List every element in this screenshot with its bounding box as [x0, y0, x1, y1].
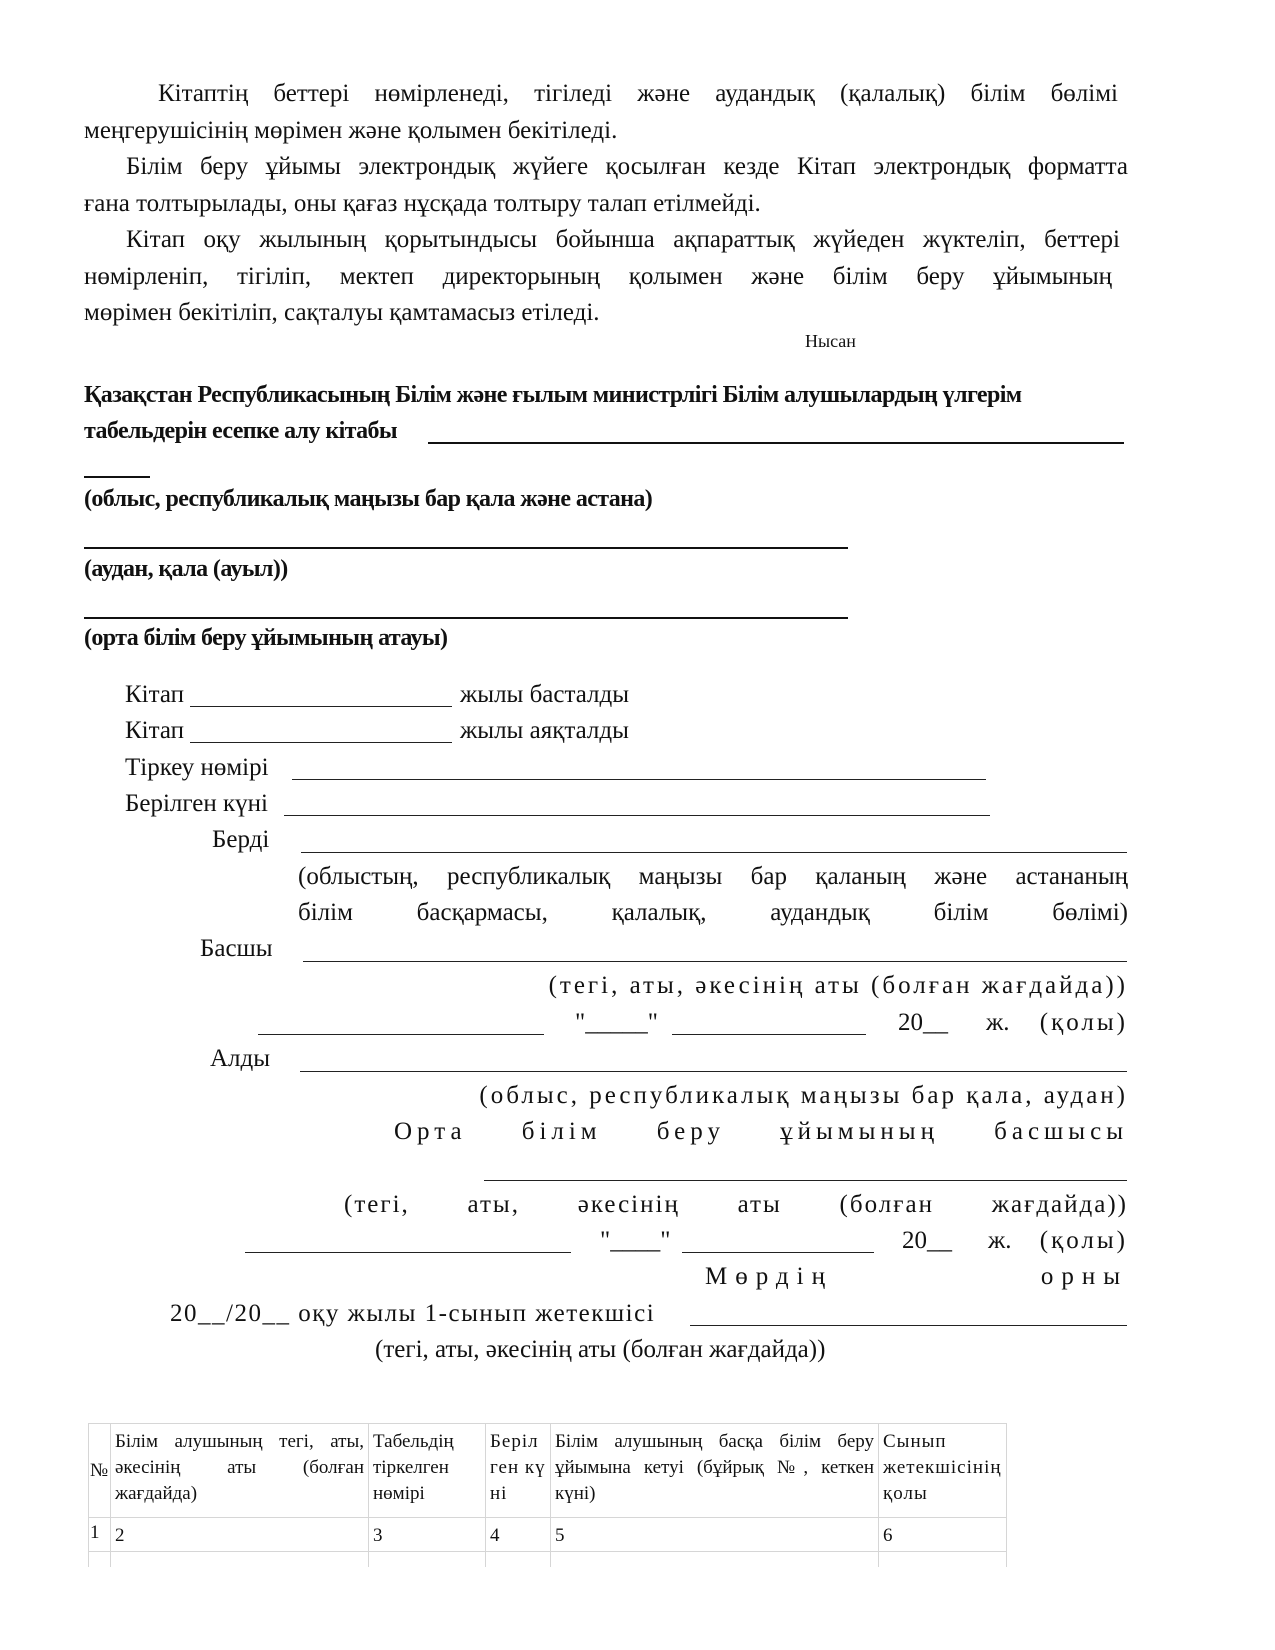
empty-cell[interactable] — [486, 1552, 551, 1568]
head-date-month-blank[interactable] — [672, 1010, 866, 1035]
school-head-date-year[interactable]: 20__ — [902, 1227, 952, 1254]
intro-paragraph-1-line-1: Кітаптің беттері нөмірленеді, тігіледі және аудандық (қалалық) білім бөлімі — [158, 80, 1118, 107]
intro-paragraph-3-line-2: нөмірленіп, тігіліп, мектеп директорының қолымен және білім беру ұйымының — [84, 263, 1112, 290]
book-title-line-2: табельдерін есепке алу кітабы — [84, 418, 398, 444]
school-head-date-month-blank[interactable] — [682, 1228, 874, 1253]
district-blank[interactable] — [84, 525, 848, 549]
head-date-day[interactable]: "_____" — [575, 1009, 658, 1036]
intro-paragraph-1-line-2: меңгерушісінің мөрімен және қолымен бекітіледі. — [84, 117, 618, 144]
region-caption: (облыс, республикалық маңызы бар қала және астана) — [84, 486, 653, 512]
issued-by-caption-line-2: білім басқармасы, қалалық, аудандық білім бөлімі) — [298, 899, 1128, 926]
class-teacher-blank[interactable] — [690, 1301, 1127, 1326]
received-blank[interactable] — [300, 1047, 1127, 1072]
issue-date-label: Берілген күні — [125, 790, 268, 817]
book-started-suffix: жылы басталды — [460, 681, 630, 708]
form-label: Нысан — [805, 331, 856, 351]
issued-by-blank[interactable] — [301, 828, 1127, 853]
book-title-blank[interactable] — [428, 420, 1124, 444]
column-number-1: 1 — [89, 1518, 111, 1552]
head-date-year[interactable]: 20__ — [898, 1009, 948, 1036]
intro-paragraph-2-line-1: Білім беру ұйымы электрондық жүйеге қосылған кезде Кітап электрондық форматта — [126, 153, 1128, 180]
column-number-5: 5 — [551, 1518, 879, 1552]
column-number-3: 3 — [369, 1518, 486, 1552]
book-started-label: Кітап — [125, 681, 184, 708]
book-started-year-blank[interactable] — [190, 682, 452, 707]
school-head-signature-caption: (қолы) — [1039, 1227, 1128, 1254]
school-head-date-year-suffix: ж. — [988, 1227, 1012, 1254]
header-number: № — [89, 1424, 111, 1518]
header-teacher-signature: Сынып жетекшісінің қолы — [879, 1424, 1007, 1518]
table-row — [89, 1552, 1007, 1568]
registration-number-label: Тіркеу нөмірі — [125, 754, 269, 781]
header-report-card-number: Табельдің тіркелген нөмірі — [369, 1424, 486, 1518]
empty-cell[interactable] — [551, 1552, 879, 1568]
issued-by-label: Берді — [212, 826, 270, 853]
header-issue-date: Берілген күні — [486, 1424, 551, 1518]
register-table — [88, 1423, 1007, 1567]
book-title-blank-continued[interactable] — [84, 456, 150, 478]
empty-cell[interactable] — [879, 1552, 1007, 1568]
column-number-6: 6 — [879, 1518, 1007, 1552]
header-student-name: Білім алушының тегі, аты, әкесінің аты (болған жағдайда) — [111, 1424, 369, 1518]
head-signature-caption: (қолы) — [1039, 1009, 1128, 1036]
issue-date-blank[interactable] — [284, 791, 990, 816]
book-ended-year-blank[interactable] — [190, 718, 452, 743]
received-label: Алды — [210, 1045, 271, 1072]
stamp-place-label: Мөрдің орны — [705, 1263, 1128, 1290]
book-ended-label: Кітап — [125, 717, 184, 744]
class-teacher-label: 20__/20__ оқу жылы 1-сынып жетекшісі — [170, 1300, 656, 1327]
head-signature-blank[interactable] — [258, 1010, 544, 1035]
school-head-signature-blank[interactable] — [245, 1228, 571, 1253]
received-caption: (облыс, республикалық маңызы бар қала, аудан) — [479, 1082, 1128, 1109]
intro-paragraph-3-line-3: мөрімен бекітіліп, сақталуы қамтамасыз етіледі. — [84, 299, 600, 326]
issued-by-caption-line-1: (облыстың, республикалық маңызы бар қаланың және астананың — [298, 863, 1128, 890]
school-head-name-caption: (тегі, аты, әкесінің аты (болған жағдайда)) — [344, 1191, 1128, 1218]
district-caption: (аудан, қала (ауыл)) — [84, 556, 288, 582]
empty-cell[interactable] — [111, 1552, 369, 1568]
organization-blank[interactable] — [84, 595, 848, 619]
empty-cell[interactable] — [369, 1552, 486, 1568]
column-number-4: 4 — [486, 1518, 551, 1552]
class-teacher-caption: (тегі, аты, әкесінің аты (болған жағдайда)) — [375, 1336, 826, 1363]
book-title-line-1: Қазақстан Республикасының Білім және ғылым министрлігі Білім алушылардың үлгерім — [84, 382, 1022, 408]
head-name-blank[interactable] — [303, 937, 1127, 962]
school-head-label: Орта білім беру ұйымының басшысы — [394, 1118, 1128, 1145]
head-name-caption: (тегі, аты, әкесінің аты (болған жағдайда)) — [548, 972, 1128, 999]
registration-number-blank[interactable] — [292, 755, 986, 780]
header-transfer: Білім алушының басқа білім беру ұйымына кетуі (бұйрық №, кеткен күні) — [551, 1424, 879, 1518]
organization-caption: (орта білім беру ұйымының атауы) — [84, 625, 448, 651]
empty-cell[interactable] — [89, 1552, 111, 1568]
intro-paragraph-3-line-1: Кітап оқу жылының қорытындысы бойынша ақпараттық жүйеден жүктеліп, беттері — [126, 226, 1120, 253]
column-number-2: 2 — [111, 1518, 369, 1552]
head-date-year-suffix: ж. — [986, 1009, 1010, 1036]
table-header-row — [89, 1424, 1007, 1518]
head-label: Басшы — [200, 935, 273, 962]
school-head-date-day[interactable]: "____" — [600, 1227, 671, 1254]
intro-paragraph-2-line-2: ғана толтырылады, оны қағаз нұсқада толтыру талап етілмейді. — [84, 190, 761, 217]
book-ended-suffix: жылы аяқталды — [460, 717, 629, 744]
table-row — [89, 1518, 1007, 1552]
school-head-name-blank[interactable] — [484, 1156, 1127, 1181]
